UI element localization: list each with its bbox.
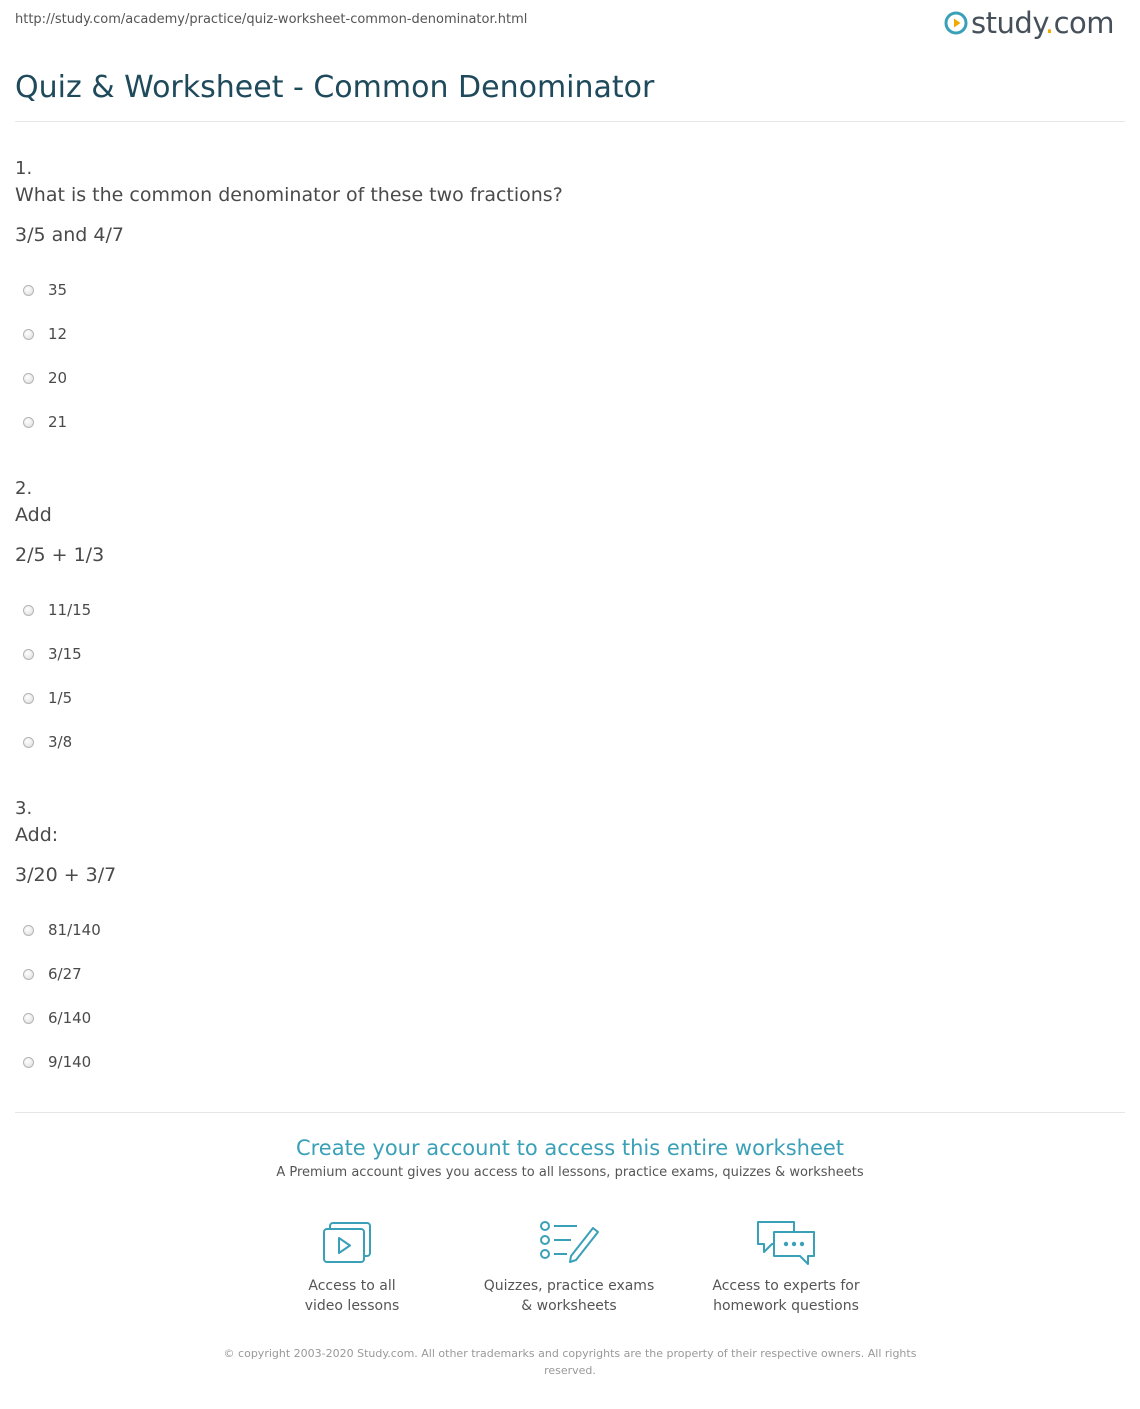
create-account-link[interactable]: Create your account to access this entire worksheet bbox=[295, 1136, 845, 1160]
answer-option[interactable]: 20 bbox=[23, 369, 67, 387]
radio-button[interactable] bbox=[23, 285, 34, 296]
radio-button[interactable] bbox=[23, 969, 34, 980]
answer-option[interactable]: 6/140 bbox=[23, 1009, 91, 1027]
answer-option[interactable]: 3/8 bbox=[23, 733, 72, 751]
question-number: 2. bbox=[15, 478, 33, 499]
page-url: http://study.com/academy/practice/quiz-worksheet-common-denominator.html bbox=[15, 12, 528, 27]
question-expression: 2/5 + 1/3 bbox=[15, 544, 105, 566]
question-number: 1. bbox=[15, 158, 33, 179]
video-lessons-icon bbox=[320, 1218, 384, 1266]
feature-video-lessons: Access to all video lessons bbox=[252, 1218, 452, 1316]
radio-button[interactable] bbox=[23, 693, 34, 704]
question-expression: 3/20 + 3/7 bbox=[15, 864, 117, 886]
answer-option[interactable]: 6/27 bbox=[23, 965, 82, 983]
divider bbox=[15, 1112, 1125, 1113]
radio-button[interactable] bbox=[23, 417, 34, 428]
question-prompt: What is the common denominator of these two fractions? bbox=[15, 184, 563, 206]
radio-button[interactable] bbox=[23, 373, 34, 384]
answer-option[interactable]: 35 bbox=[23, 281, 67, 299]
radio-button[interactable] bbox=[23, 737, 34, 748]
radio-button[interactable] bbox=[23, 605, 34, 616]
promo-subtitle: A Premium account gives you access to all lessons, practice exams, quizzes & worksheets bbox=[276, 1165, 864, 1180]
radio-button[interactable] bbox=[23, 925, 34, 936]
radio-button[interactable] bbox=[23, 1057, 34, 1068]
study-logo[interactable] bbox=[944, 6, 1114, 40]
answer-option[interactable]: 3/15 bbox=[23, 645, 82, 663]
page-title: Quiz & Worksheet - Common Denominator bbox=[15, 70, 655, 105]
answer-option[interactable]: 21 bbox=[23, 413, 67, 431]
answer-option[interactable]: 11/15 bbox=[23, 601, 91, 619]
radio-button[interactable] bbox=[23, 649, 34, 660]
answer-option[interactable]: 1/5 bbox=[23, 689, 72, 707]
logo-text: study.com bbox=[971, 6, 1114, 40]
radio-button[interactable] bbox=[23, 329, 34, 340]
feature-quizzes: Quizzes, practice exams & worksheets bbox=[469, 1218, 669, 1316]
answer-option[interactable]: 81/140 bbox=[23, 921, 101, 939]
divider bbox=[15, 121, 1125, 122]
copyright-notice: © copyright 2003-2020 Study.com. All other trademarks and copyrights are the property of their respective owners. All rights reserved. bbox=[223, 1347, 917, 1377]
question-expression: 3/5 and 4/7 bbox=[15, 224, 124, 246]
quiz-checklist-icon bbox=[537, 1218, 601, 1266]
chat-bubbles-icon bbox=[754, 1218, 818, 1266]
answer-option[interactable]: 9/140 bbox=[23, 1053, 91, 1071]
feature-experts: Access to experts for homework questions bbox=[686, 1218, 886, 1316]
play-logo-icon bbox=[944, 11, 968, 35]
question-number: 3. bbox=[15, 798, 33, 819]
question-prompt: Add: bbox=[15, 824, 59, 846]
radio-button[interactable] bbox=[23, 1013, 34, 1024]
question-prompt: Add bbox=[15, 504, 52, 526]
answer-option[interactable]: 12 bbox=[23, 325, 67, 343]
